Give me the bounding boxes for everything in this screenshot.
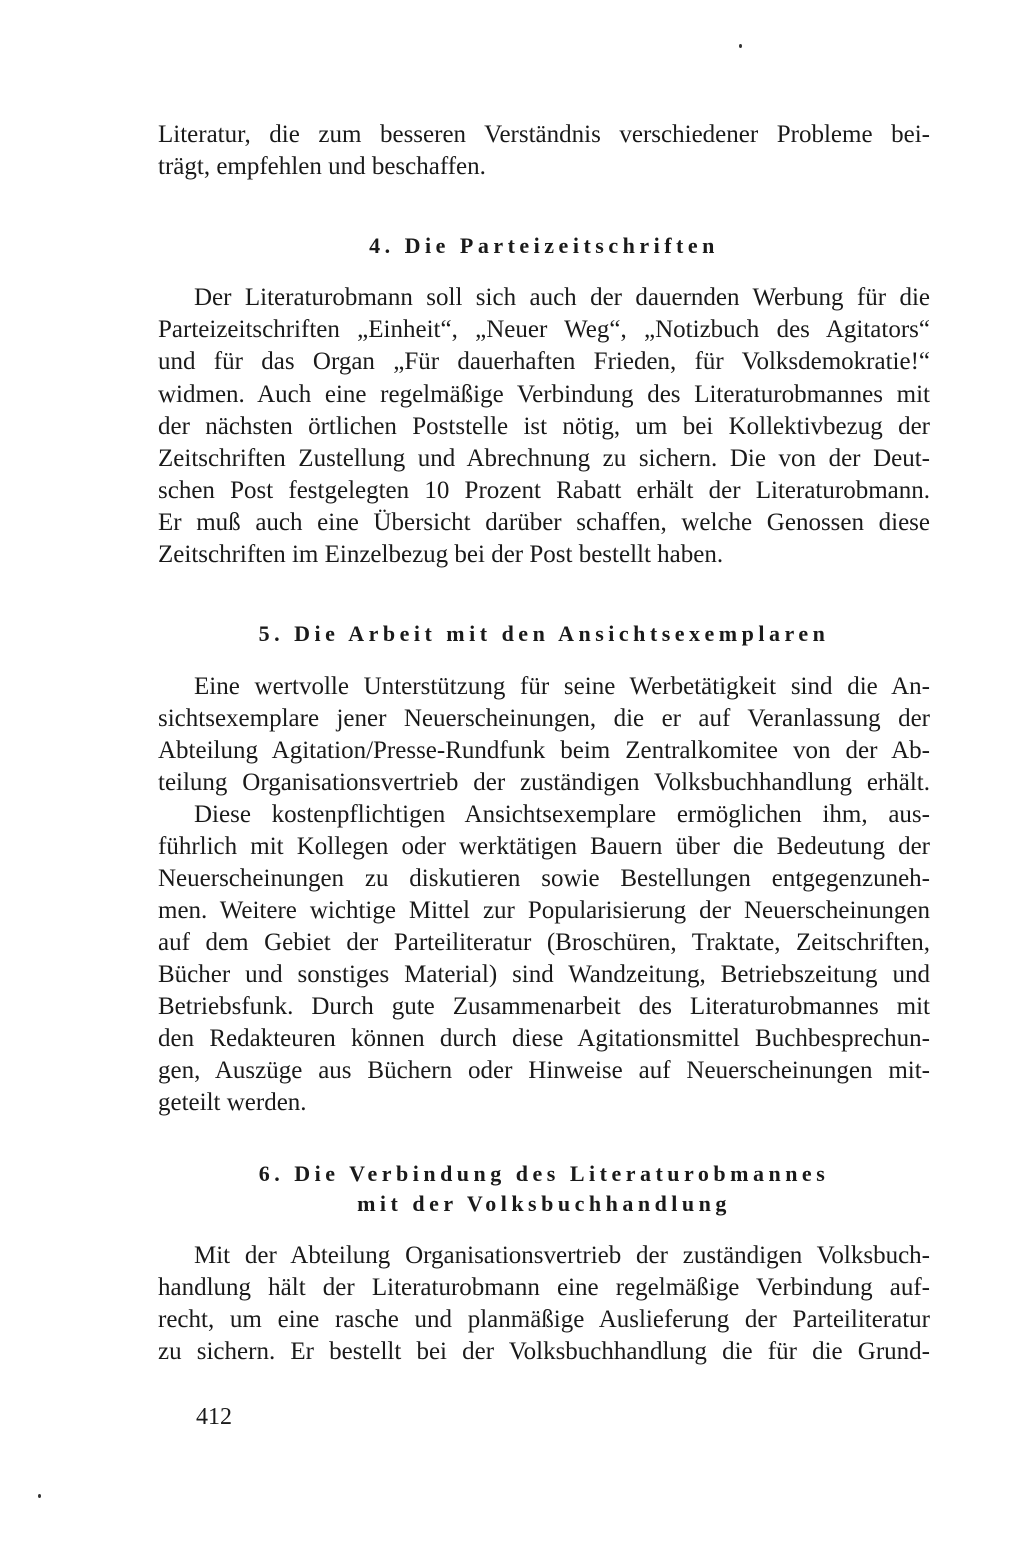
scan-speck bbox=[739, 44, 742, 48]
paragraph-line: gen, Auszüge aus Büchern oder Hinweise auf Neuerscheinungen mit- bbox=[158, 1057, 930, 1084]
paragraph-line: recht, um eine rasche und planmäßige Auslieferung der Parteiliteratur bbox=[158, 1306, 930, 1333]
paragraph-line: Literatur, die zum besseren Verständnis verschiedener Probleme bei- bbox=[158, 121, 930, 148]
paragraph-line: Abteilung Agitation/Presse-Rundfunk beim Zentralkomitee von der Ab- bbox=[158, 737, 930, 764]
paragraph-line: der nächsten örtlichen Poststelle ist nötig, um bei Kollektivbezug der bbox=[158, 413, 930, 440]
paragraph-line: den Redakteuren können durch diese Agitationsmittel Buchbesprechun- bbox=[158, 1025, 930, 1052]
paragraph-line: Zeitschriften Zustellung und Abrechnung zu sichern. Die von der Deut- bbox=[158, 445, 930, 472]
paragraph-line: Er muß auch eine Übersicht darüber schaffen, welche Genossen diese bbox=[158, 509, 930, 536]
paragraph-line: auf dem Gebiet der Parteiliteratur (Broschüren, Traktate, Zeitschriften, bbox=[158, 929, 930, 956]
paragraph-line: und für das Organ „Für dauerhaften Frieden, für Volksdemokratie!“ bbox=[158, 348, 930, 375]
paragraph-line: Eine wertvolle Unterstützung für seine Werbetätigkeit sind die An- bbox=[194, 673, 930, 700]
paragraph-line: trägt, empfehlen und beschaffen. bbox=[158, 153, 486, 180]
paragraph-line: Betriebsfunk. Durch gute Zusammenarbeit des Literaturobmannes mit bbox=[158, 993, 930, 1020]
section-heading-6: 6. Die Verbindung des Literaturobmannes bbox=[258, 1161, 830, 1186]
section-heading-4: 4. Die Parteizeitschriften bbox=[369, 233, 719, 258]
paragraph-line: schen Post festgelegten 10 Prozent Rabatt erhält der Literaturobmann. bbox=[158, 477, 930, 504]
section-heading-6-cont: mit der Volksbuchhandlung bbox=[357, 1191, 731, 1216]
paragraph-line: Bücher und sonstiges Material) sind Wandzeitung, Betriebszeitung und bbox=[158, 961, 930, 988]
paragraph-line: handlung hält der Literaturobmann eine regelmäßige Verbindung auf- bbox=[158, 1274, 930, 1301]
paragraph-line: Diese kostenpflichtigen Ansichtsexemplare ermöglichen ihm, aus- bbox=[194, 801, 930, 828]
page-number: 412 bbox=[196, 1404, 232, 1430]
paragraph-line: sichtsexemplare jener Neuerscheinungen, die er auf Veranlassung der bbox=[158, 705, 930, 732]
paragraph-line: führlich mit Kollegen oder werktätigen Bauern über die Bedeutung der bbox=[158, 833, 930, 860]
paragraph-line: widmen. Auch eine regelmäßige Verbindung des Literaturobmannes mit bbox=[158, 381, 930, 408]
scan-speck bbox=[38, 1494, 41, 1498]
paragraph-line: Mit der Abteilung Organisationsvertrieb der zuständigen Volksbuch- bbox=[194, 1242, 930, 1269]
section-heading-5: 5. Die Arbeit mit den Ansichtsexemplaren bbox=[258, 621, 830, 646]
paragraph-line: Neuerscheinungen zu diskutieren sowie Bestellungen entgegenzuneh- bbox=[158, 865, 930, 892]
paragraph-line: Der Literaturobmann soll sich auch der dauernden Werbung für die bbox=[194, 284, 930, 311]
paragraph-line: teilung Organisationsvertrieb der zuständigen Volksbuchhandlung erhält. bbox=[158, 769, 930, 796]
paragraph-line: men. Weitere wichtige Mittel zur Popularisierung der Neuerscheinungen bbox=[158, 897, 930, 924]
paragraph-line: Parteizeitschriften „Einheit“, „Neuer Weg“, „Notizbuch des Agitators“ bbox=[158, 316, 930, 343]
paragraph-line: Zeitschriften im Einzelbezug bei der Post bestellt haben. bbox=[158, 541, 724, 568]
paragraph-line: geteilt werden. bbox=[158, 1089, 307, 1116]
paragraph-line: zu sichern. Er bestellt bei der Volksbuchhandlung die für die Grund- bbox=[158, 1338, 930, 1365]
